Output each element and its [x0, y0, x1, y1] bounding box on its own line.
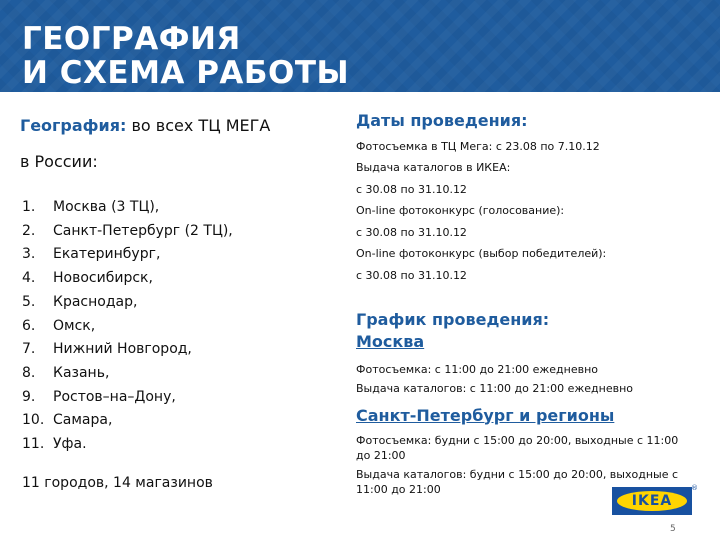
list-item — [20, 433, 345, 457]
list-item-number: 2. — [22, 222, 36, 239]
city-list — [20, 196, 345, 457]
geography-label: География: — [20, 116, 127, 135]
list-item — [20, 362, 345, 386]
list-item-number: 7. — [22, 341, 36, 358]
list-item-number: 4. — [22, 270, 36, 287]
dates-heading: Даты проведения: — [356, 111, 528, 130]
dates-line: с 30.08 по 31.10.12 — [356, 225, 467, 239]
cities-summary: 11 городов, 14 магазинов — [22, 474, 213, 491]
list-item-number: 3. — [22, 246, 36, 263]
list-item — [20, 386, 345, 410]
list-item-number: 11. — [22, 436, 45, 453]
geography-lead-line-2: в России: — [20, 152, 98, 171]
list-item-number: 5. — [22, 293, 36, 310]
dates-line: On-line фотоконкурс (выбор победителей): — [356, 247, 607, 260]
geography-section — [20, 108, 345, 491]
list-item — [20, 338, 345, 362]
schedule-spb-line: Выдача каталогов: будни с 15:00 до 20:00, выходные с 11:00 до 21:00 — [356, 467, 679, 496]
schedule-moscow-line: Фотосъемка: с 11:00 до 21:00 ежедневно — [356, 362, 598, 376]
schedule-block — [356, 309, 701, 497]
ikea-logo — [612, 484, 698, 515]
list-item — [20, 196, 345, 220]
list-item-text: Санкт-Петербург (2 ТЦ), — [53, 222, 233, 239]
registered-mark: ® — [691, 484, 698, 492]
schedule-moscow-title: Москва — [356, 331, 425, 351]
list-item-number: 8. — [22, 364, 36, 381]
list-item-text: Ростов–на–Дону, — [53, 388, 176, 405]
list-item-number: 10. — [22, 412, 45, 429]
list-item-text: Омск, — [53, 317, 96, 334]
ikea-logo-text: IKEA — [631, 493, 673, 509]
list-item — [20, 267, 345, 291]
ikea-logo-oval — [617, 491, 687, 511]
page-title-line-1: ГЕОГРАФИЯ — [22, 21, 241, 57]
schedule-heading: График проведения: — [356, 309, 550, 329]
dates-line: On-line фотоконкурс (голосование): — [356, 204, 565, 217]
list-item-text: Нижний Новгород, — [53, 341, 192, 358]
dates-line: с 30.08 по 31.10.12 — [356, 268, 467, 282]
schedule-spb-title: Санкт-Петербург и регионы — [356, 405, 615, 425]
list-item — [20, 220, 345, 244]
geography-lead — [20, 108, 345, 180]
list-item-text: Самара, — [53, 412, 113, 429]
spacer — [356, 283, 701, 309]
schedule-spb-line: Фотосъемка: будни с 15:00 до 20:00, выходные с 11:00 до 21:00 — [356, 433, 679, 462]
list-item-text: Москва (3 ТЦ), — [53, 199, 160, 215]
list-item-text: Екатеринбург, — [53, 246, 161, 263]
dates-line: Выдача каталогов в ИКЕА: — [356, 161, 511, 174]
list-item-text: Краснодар, — [53, 293, 138, 310]
list-item-number: 6. — [22, 317, 36, 334]
geography-text: во всех ТЦ МЕГА — [126, 116, 271, 135]
page-number: 5 — [670, 524, 676, 534]
page-title-line-2: И СХЕМА РАБОТЫ — [22, 55, 350, 91]
list-item-number: 1. — [22, 199, 36, 215]
schedule-moscow-line: Выдача каталогов: с 11:00 до 21:00 ежедневно — [356, 381, 633, 395]
list-item — [20, 291, 345, 315]
list-item-text: Уфа. — [53, 436, 87, 453]
dates-block — [356, 110, 701, 283]
list-item — [20, 315, 345, 339]
dates-line: с 30.08 по 31.10.12 — [356, 182, 467, 196]
geography-lead-line-1 — [20, 108, 345, 144]
list-item — [20, 243, 345, 267]
dates-line: Фотосъемка в ТЦ Мега: с 23.08 по 7.10.12 — [356, 139, 600, 153]
page-title — [22, 22, 349, 90]
list-item-text: Новосибирск, — [53, 270, 153, 287]
details-section — [356, 110, 701, 497]
list-item-text: Казань, — [53, 364, 110, 381]
list-item-number: 9. — [22, 388, 36, 405]
list-item — [20, 409, 345, 433]
header-banner — [0, 0, 720, 92]
